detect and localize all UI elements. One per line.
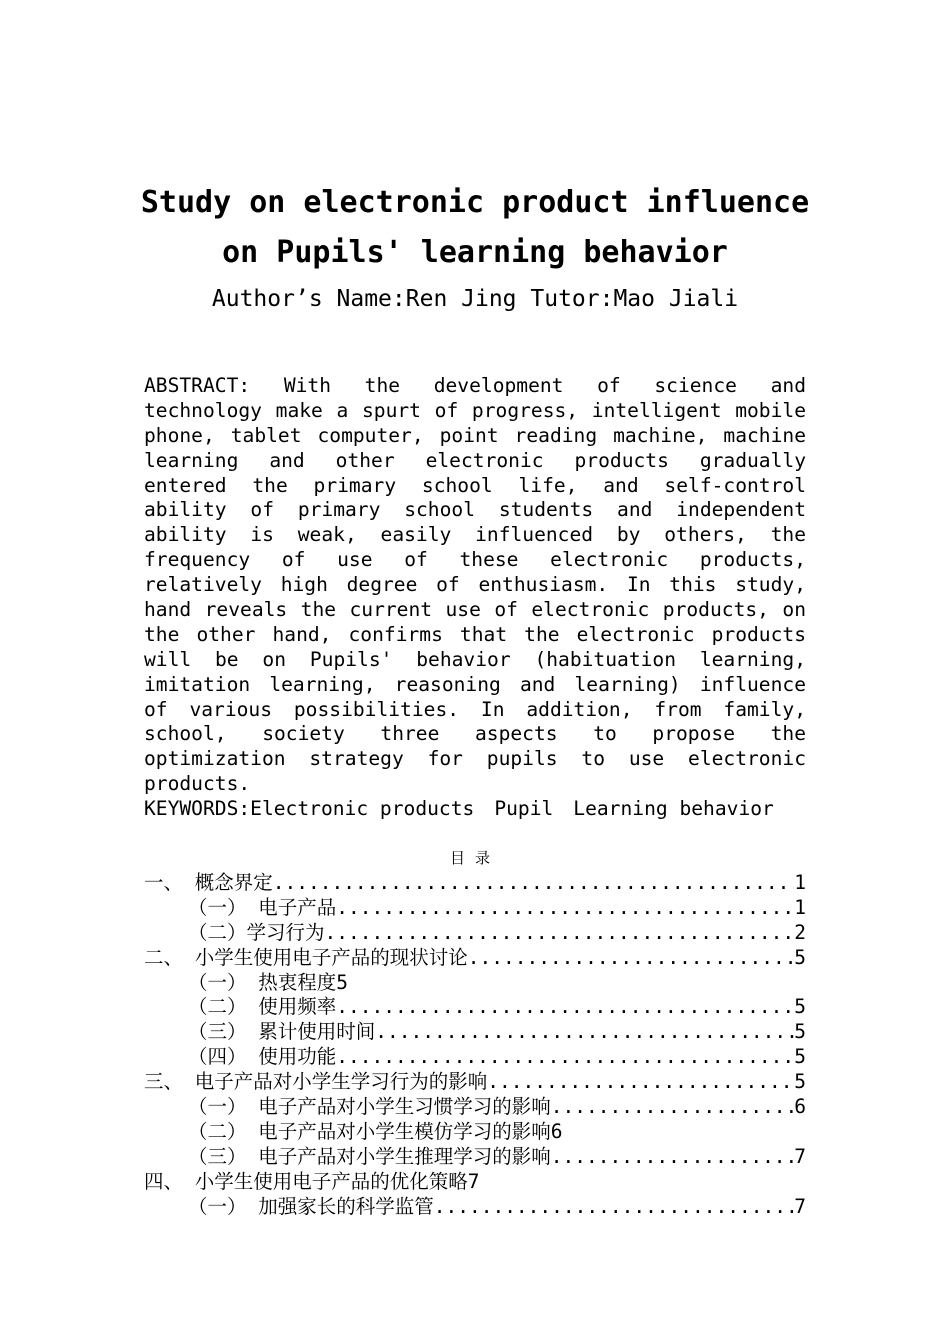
toc-entry-page: 2 xyxy=(794,920,806,944)
toc-entry-label: （一） 电子产品 xyxy=(188,895,337,919)
abstract-line: of various possibilities. In addition, from family, xyxy=(144,697,806,721)
abstract-line: optimization strategy for pupils to use electronic xyxy=(144,747,806,771)
table-of-contents xyxy=(144,871,806,1219)
paper-title xyxy=(120,178,830,278)
keyword-item: Electronic products xyxy=(250,797,475,820)
toc-entry[interactable] xyxy=(144,1020,806,1045)
abstract-line: hand reveals the current use of electronic products, on xyxy=(144,598,806,622)
toc-entry[interactable] xyxy=(144,1145,806,1170)
author-tutor-line: Author’s Name:Ren Jing Tutor:Mao Jiali xyxy=(211,286,739,312)
toc-entry[interactable] xyxy=(144,1045,806,1070)
toc-entry[interactable] xyxy=(144,1120,806,1145)
keyword-item: Pupil xyxy=(494,797,554,820)
abstract-line: frequency of use of these electronic products, xyxy=(144,548,806,572)
abstract-line: ABSTRACT: With the development of science and xyxy=(144,374,806,397)
toc-entry[interactable] xyxy=(144,1195,806,1220)
toc-entry-page: 7 xyxy=(467,1169,480,1193)
abstract-line: the other hand, confirms that the electronic products xyxy=(144,622,806,646)
toc-entry-page: 1 xyxy=(794,871,806,894)
toc-entry-page: 5 xyxy=(794,995,806,1019)
toc-entry[interactable] xyxy=(144,1095,806,1120)
toc-leader-dots xyxy=(375,1020,794,1045)
paper-title-line-2: on Pupils' learning behavior xyxy=(222,235,728,270)
toc-entry[interactable] xyxy=(144,921,806,946)
toc-entry[interactable] xyxy=(144,1070,806,1095)
toc-entry-label: （三） 累计使用时间 xyxy=(188,1020,376,1044)
toc-entry-page: 5 xyxy=(794,1020,806,1044)
toc-entry[interactable] xyxy=(144,1170,806,1195)
toc-leader-dots xyxy=(551,1145,795,1170)
toc-entry[interactable] xyxy=(144,871,806,896)
toc-entry-page: 7 xyxy=(794,1194,806,1218)
toc-leader-dots xyxy=(434,1195,795,1220)
toc-entry-page: 5 xyxy=(794,1045,806,1069)
toc-entry-page: 1 xyxy=(794,895,806,919)
toc-entry-label: 四、 小学生使用电子产品的优化策略 xyxy=(144,1169,468,1193)
abstract-line: entered the primary school life, and self-control xyxy=(144,473,806,497)
abstract-line: imitation learning, reasoning and learning) influence xyxy=(144,672,806,696)
toc-entry[interactable] xyxy=(144,946,806,971)
abstract-line: relatively high degree of enthusiasm. In this study, xyxy=(144,573,806,597)
toc-entry-label: （一） 加强家长的科学监管 xyxy=(188,1194,434,1218)
toc-entry-page: 6 xyxy=(550,1119,563,1143)
keyword-item: Learning behavior xyxy=(573,797,774,820)
toc-entry[interactable] xyxy=(144,896,806,921)
toc-entry-label: （四） 使用功能 xyxy=(188,1045,337,1069)
toc-leader-dots xyxy=(336,896,794,921)
toc-entry-page: 6 xyxy=(794,1095,806,1119)
toc-entry-label: 二、 小学生使用电子产品的现状讨论 xyxy=(144,945,468,969)
abstract xyxy=(144,374,806,797)
keywords xyxy=(144,797,806,822)
toc-entry-label: （一） 热衷程度 xyxy=(188,970,337,994)
abstract-line: school, society three aspects to propose the xyxy=(144,722,806,746)
toc-leader-dots xyxy=(336,995,794,1020)
toc-leader-dots xyxy=(468,946,795,971)
toc-heading: 目录 xyxy=(449,849,500,867)
toc-entry-label: （二）学习行为 xyxy=(188,920,325,944)
toc-leader-dots xyxy=(273,871,795,896)
toc-entry[interactable] xyxy=(144,995,806,1020)
abstract-line: ability of primary school students and independent xyxy=(144,498,806,522)
toc-entry-label: （二） 电子产品对小学生模仿学习的影响 xyxy=(188,1119,551,1143)
toc-entry-page: 5 xyxy=(794,945,806,969)
toc-entry-page: 5 xyxy=(794,1070,806,1094)
abstract-line: learning and other electronic products gradually xyxy=(144,448,806,472)
keywords-label: KEYWORDS: xyxy=(144,797,251,820)
toc-entry-page: 7 xyxy=(794,1144,806,1168)
paper-title-line-1: Study on electronic product influence xyxy=(140,185,810,220)
toc-entry-page: 5 xyxy=(336,970,348,994)
toc-entry[interactable] xyxy=(144,971,806,996)
abstract-line: phone, tablet computer, point reading machine, machine xyxy=(144,423,806,447)
abstract-line: ability is weak, easily influenced by others, the xyxy=(144,523,806,547)
toc-leader-dots xyxy=(336,1045,794,1070)
toc-entry-label: （一） 电子产品对小学生习惯学习的影响 xyxy=(188,1095,551,1119)
toc-leader-dots xyxy=(325,921,795,946)
abstract-line: products. xyxy=(144,772,251,796)
abstract-line: technology make a spurt of progress, intelligent mobile xyxy=(144,398,806,422)
toc-entry-label: （二） 使用频率 xyxy=(188,995,337,1019)
toc-entry-label: 一、 概念界定 xyxy=(144,871,273,894)
toc-leader-dots xyxy=(487,1070,794,1095)
abstract-line: will be on Pupils' behavior (habituation learning, xyxy=(144,647,806,671)
toc-entry-label: （三） 电子产品对小学生推理学习的影响 xyxy=(188,1144,551,1168)
toc-entry-label: 三、 电子产品对小学生学习行为的影响 xyxy=(144,1070,488,1094)
toc-leader-dots xyxy=(551,1095,795,1120)
